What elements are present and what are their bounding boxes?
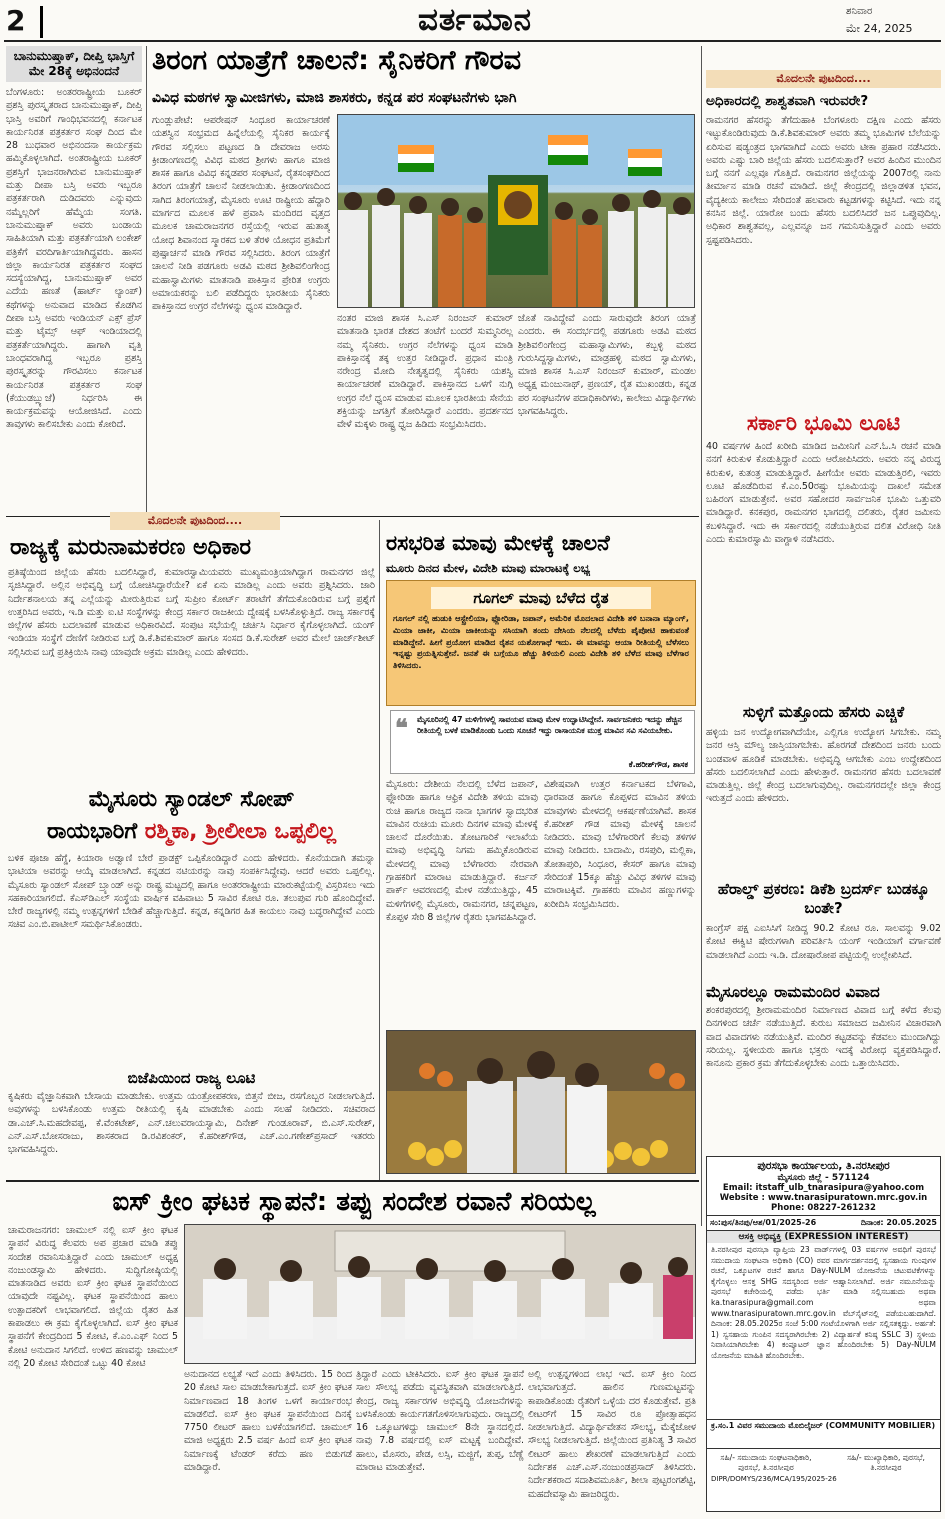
mango-col-1 (386, 778, 538, 1026)
mango-col-2-text: ವಿಶೇಷವಾಗಿ ಉತ್ತರ ಕರ್ನಾಟಕದ ಬೆಳಗಾವಿ, ಧಾರವಾಡ ಹಾಗೂ ಕೊಪ್ಪಳದ ಮಾವಿನ ತಳಿಯ ಮಾವುಗಳು ಮೇಳದಲ್ಲಿ ಆಕರ್ಷಣೆಯಾಗಿವೆ. ಶಾಸಕ ಕೆ.ಹರೀಶ್ ಗೌಡ ಮಾವು ಮೇಳಕ್ಕೆ ಚಾಲನೆ ನೀಡಿದರು. ಮಾವು ಬೆಳೆಗಾರರಿಗೆ ಕೆಲವು ತಳಿಗಳ ಮಾವು ನೀಡಿದರು. ಬಾದಾಮಿ, ರಸಪುರಿ, ಮಲ್ಲಿಕಾ, ತೋತಾಪುರಿ, ಸಿಂಧೂರ, ಕೇಸರ್ ಹಾಗೂ ಮಾವು ಸೇರಿದಂತೆ 15ಕ್ಕೂ ಹೆಚ್ಚು ವಿವಿಧ ತಳಿಗಳ ಮಾವು ಮಾರಾಟಕ್ಕಿವೆ. ಗ್ರಾಹಕರು ಮಾವಿನ ಹಣ್ಣುಗಳನ್ನು ಖರೀದಿಸಿ ಸಂಭ್ರಮಿಸಿದರು. (544, 779, 696, 910)
google-mango-text: ಗೂಗಲ್ ನಲ್ಲಿ ಹುಡುಕಿ ಆಸ್ಟ್ರೇಲಿಯಾ, ಫ್ಲೋರಿಡಾ, ಜಪಾನ್, ಅಮೆರಿಕ ಮೊದಲಾದ ವಿದೇಶಿ ತಳಿ ಬನಾನಾ ಮ್ಯಾಂಗ್, ಮಿಯಾ ಜಾಕೀ, ಮಿಯಾ ಜಾಕೀಯನ್ನು ಸಸಿಯಾಗಿ ತಂದು ದೇಸಿಯ ನೆಲದಲ್ಲಿ ಬೆಳೆದು ಪೈಪೋಟಿ ಹಾಕುವಂತೆ ಮಾಡಿದ್ದೇನೆ. ಹೀಗೆ ಪ್ರಯೋಗ ಮಾಡಿದ ರೈತನ ಯಶೋಗಾಥೆ ಇದು. ಈ ಮಾವನ್ನು ಆಯಾ ರೀತಿಯಲ್ಲಿ ಬೆಳೆಸಲು ಇನ್ನಷ್ಟು ಪ್ರಯತ್ನಿಸುತ್ತೇನೆ. ಜನತೆ ಈ ಬಗ್ಗೆಯೂ ಹೆಚ್ಚು ತಿಳಿಯಲಿ ಎಂದು ವಿದೇಶಿ ತಳಿ ಬೆಳೆದ ಮಾವು ಬೆಳೆಗಾರ ತಿಳಿಸಿದರು. (393, 613, 689, 671)
lead-col-1 (152, 114, 330, 514)
icecream-col-1 (8, 1224, 178, 1514)
soap-headline-b (8, 818, 375, 846)
right-top-headline: ಅಧಿಕಾರದಲ್ಲಿ ಶಾಶ್ವತವಾಗಿ ಇರುವರೇ? (706, 93, 869, 109)
mango-col-2 (544, 778, 696, 1026)
name-text: ಹಳ್ಳಿಯ ಜನ ಉದ್ಯೋಗವಾಗಿದೆಯೇ, ಎಲ್ಲಿಗೂ ಉದ್ಯೋಗ ಸಿಗಬೇಕು. ನಮ್ಮ ಜನರ ಆಸ್ತಿ ಮೌಲ್ಯ ಜಾಸ್ತಿಯಾಗಬೇಕು. ಹೊರಗಡೆ ದೇಶದಿಂದ ಜನರು ಬಂದು ಬಂಡವಾಳ ಹೂಡಿಕೆ ಮಾಡಬೇಕು. ಅಭಿವೃದ್ಧಿ ಆಗಬೇಕು ಎಂಬ ಉದ್ದೇಶದಿಂದ ಹೆಸರು ಬದಲಿಸಲಾಗಿದೆ ಎಂದು ಹೇಳುತ್ತಾರೆ. ರಾಮನಗರ ಹೆಸರು ಬದಲಾವಣೆ ಮಾಡುತ್ತಿಲ್ಲ. ಜಿಲ್ಲೆ ಕೇಂದ್ರ ಬದಲಾಗುವುದಿಲ್ಲ. ರಾಮನಗರದಲ್ಲೇ ಜಿಲ್ಲಾ ಕೇಂದ್ರ ಇರುತ್ತದೆ ಎಂದು ಹೇಳಿದರು. (706, 727, 941, 805)
google-mango-box (386, 580, 696, 706)
divider (701, 46, 702, 1226)
section-rule-2 (6, 1180, 699, 1182)
lead-subhead: ವಿವಿಧ ಮಠಗಳ ಸ್ವಾಮೀಜಿಗಳು, ಮಾಜಿ ಶಾಸಕರು, ಕನ್ನಡ ಪರ ಸಂಘಟನೆಗಳು ಭಾಗಿ (152, 90, 517, 106)
temple-body (706, 1004, 941, 1152)
lead-headline: ತಿರಂಗ ಯಾತ್ರೆಗೆ ಚಾಲನೆ: ಸೈನಿಕರಿಗೆ ಗೌರವ (152, 45, 522, 76)
page-number: 2 (6, 4, 26, 37)
land-headline: ಸರ್ಕಾರಿ ಭೂಮಿ ಲೂಟಿ (746, 411, 901, 435)
notice-email: Email: itstaff_ulb_tnarasipura@yahoo.com (722, 1183, 925, 1193)
name-headline: ಸುಳ್ಳಿಗೆ ಮತ್ತೊಂದು ಹೆಸರು ಎಚ್ಚಿಕೆ (742, 703, 905, 721)
soap-text: ಬಳಿಕ ಪೂಜಾ ಹೆಗ್ಡೆ, ಕಿಯಾರಾ ಅಡ್ವಾಣಿ ಬೇರೆ ಪ್ರಾಡಕ್ಟ್ ಒಪ್ಪಿಕೊಂಡಿದ್ದಾರೆ ಎಂದು ಹೇಳಿದರು. ಕೊನೆಯದಾಗಿ ತಮನ್ನಾ ಭಾಟಿಯಾ ಅವರನ್ನು ಆಯ್ಕೆ ಮಾಡಲಾಗಿದೆ. ಕನ್ನಡದ ನಟಿಯರನ್ನು ನಾವು ಸಂಪರ್ಕಿಸಿದ್ದೇವು. ಆದರೆ ಅವರು ಒಪ್ಪಲಿಲ್ಲ. ಮೈಸೂರು ಸ್ಯಾಂಡಲ್ ಸೋಪ್ ಬ್ರ್ಯಾಂಡ್ ಅನ್ನು ರಾಷ್ಟ್ರ ಮಟ್ಟದಲ್ಲಿ ಹಾಗೂ ಅಂತರರಾಷ್ಟ್ರೀಯ ಮಾರುಕಟ್ಟೆಯಲ್ಲಿ ವಿಸ್ತರಿಸಲು ಇದು ಸಹಕಾರಿಯಾಗಲಿದೆ. ಕೆಎಸ್‌ಡಿಎಲ್ ಸಂಸ್ಥೆಯ ವಾರ್ಷಿಕ ವಹಿವಾಟು 5 ಸಾವಿರ ಕೋಟಿ ರೂ. ತಲುಪುವ ಗುರಿ ಹೊಂದಿದ್ದೇವೆ. ಬೇರೆ ರಾಜ್ಯಗಳಲ್ಲಿ ನಮ್ಮ ಉತ್ಪನ್ನಗಳಿಗೆ ಬೇಡಿಕೆ ಹೆಚ್ಚಾಗುತ್ತಿದೆ. ಕನ್ನಡ, ಕನ್ನಡಿಗರ ಹಿತ ಕಾಯಲು ನಾವು ಬದ್ಧರಾಗಿದ್ದೇವೆ ಎಂದು ಸಚಿವ ಎಂ.ಬಿ.ಪಾಟೀಲ್ ಸಮರ್ಥಿಸಿಕೊಂಡರು. (8, 853, 375, 931)
lead-col-3 (518, 312, 696, 514)
mango-illustration (387, 1031, 696, 1174)
icecream-col-1-text: ಚಾಮರಾಜನಗರ: ಚಾಮುಲ್ ನಲ್ಲಿ ಐಸ್ ಕ್ರೀಂ ಘಟಕ ಸ್ಥಾಪನೆ ವಿರುದ್ಧ ಕೆಲವರು ಅಪ ಪ್ರಚಾರ ಮಾಡಿ ತಪ್ಪು ಸಂದೇಶ ರವಾನಿಸುತ್ತಿದ್ದಾರೆ ಎಂದು ಚಾಮುಲ್ ಅಧ್ಯಕ್ಷ ನಂಜುಂಡಸ್ವಾಮಿ ಹೇಳಿದರು. ಸುದ್ದಿಗೋಷ್ಠಿಯಲ್ಲಿ ಮಾತನಾಡಿದ ಅವರು ಐಸ್ ಕ್ರೀಂ ಘಟಕ ಸ್ಥಾಪನೆಯಿಂದ ಯಾವುದೇ ನಷ್ಟವಿಲ್ಲ. ಘಟಕ ಸ್ಥಾಪನೆಯಿಂದ ಹಾಲು ಉತ್ಪಾದಕರಿಗೆ ಲಾಭವಾಗಲಿದೆ. ಜಿಲ್ಲೆಯ ರೈತರ ಹಿತ ಕಾಪಾಡಲು ಈ ಕ್ರಮ ಕೈಗೊಳ್ಳಲಾಗಿದೆ. ಐಸ್ ಕ್ರೀಂ ಘಟಕ ಸ್ಥಾಪನೆಗೆ ಕೇಂದ್ರದಿಂದ 5 ಕೋಟಿ, ಕೆ.ಎಂ.ಎಫ್ ನಿಂದ 5 ಕೋಟಿ ಅನುದಾನ ಸಿಗಲಿದೆ. ಉಳಿದ ಹಣವನ್ನು ಚಾಮುಲ್ ನಲ್ಲಿ 20 ಕೋಟಿ ಸೇರಿದಂತೆ ಒಟ್ಟು 40 ಕೋಟಿ (8, 1225, 178, 1369)
masthead-rule (4, 40, 941, 42)
page-number-divider (40, 6, 43, 38)
divider (379, 520, 380, 1180)
left-brief-body: ಬೆಂಗಳೂರು: ಅಂತರರಾಷ್ಟ್ರೀಯ ಬೂಕರ್ ಪ್ರಶಸ್ತಿ ಪುರಸ್ಕೃತರಾದ ಬಾನುಮುಷ್ತಾಕ್, ದೀಪ್ತಿ ಭಾಸ್ತಿ ಅವರಿಗೆ ಗಾಂಧಿಭವನದಲ್ಲಿ ಕರ್ನಾಟಕ ಕಾರ್ಯನಿರತ ಪತ್ರಕರ್ತರ ಸಂಘ ದಿಂದ ಮೇ 28 ಬುಧವಾರ ಅಭಿನಂದನಾ ಕಾರ್ಯಕ್ರಮ ಹಮ್ಮಿಕೊಳ್ಳಲಾಗಿದೆ. ಅಂತರಾಷ್ಟ್ರೀಯ ಬೂಕರ್ ಪ್ರಶಸ್ತಿಗೆ ಭಾಜನರಾಗಿರುವ ಬಾನುಮುಷ್ತಾಕ್ ಮತ್ತು ದೀಪಾ ಬಸ್ತಿ ಅವರು ಇಬ್ಬರೂ ಪತ್ರಕರ್ತರಾಗಿ ದುಡಿದವರು ಎನ್ನುವುದು ನಮ್ಮೆಲ್ಲರಿಗೆ ಹೆಮ್ಮೆಯ ಸಂಗತಿ. ಬಾನುಮುಷ್ತಾಕ್ ಅವರು ಬಂಡಾಯ ಸಾಹಿತಿಯಾಗಿ ಮತ್ತು ಪತ್ರಕರ್ತೆಯಾಗಿ ಲಂಕೇಶ್ ಪತ್ರಿಕೆಗೆ ವರದಿಗಾರ್ತಿಯಾಗಿದ್ದವರು. ಹಾಸನ ಜಿಲ್ಲಾ ಕಾರ್ಯನಿರತ ಪತ್ರಕರ್ತರ ಸಂಘದ ಸದಸ್ಯೆಯಾಗಿದ್ದ, ಬಾನುಮುಷ್ತಾಕ್ ಅವರ ಎದೆಯ ಹಣತೆ (ಹಾರ್ಟ್ ಲ್ಯಾಂಪ್) ಕಥೆಗಳನ್ನು ಅನುವಾದ ಮಾಡಿದ ಕೊಡಗಿನ ದೀಪಾ ಬಸ್ತಿ ಅವರು ಇಂಡಿಯನ್ ಎಕ್ಸ್ ಪ್ರೆಸ್ ಮತ್ತು ಟೈಮ್ಸ್ ಆಫ್ ಇಂಡಿಯಾದಲ್ಲಿ ಪತ್ರಕರ್ತೆಯಾಗಿದ್ದರು. ಹಾಗಾಗಿ ವೃತ್ತಿ ಬಾಂಧವರಾಗಿದ್ದ ಇಬ್ಬರೂ ಪ್ರಶಸ್ತಿ ಪುರಸ್ಕೃತರನ್ನು ಗೌರವಿಸಲು ಕರ್ನಾಟಕ ಕಾರ್ಯನಿರತ ಪತ್ರಕರ್ತರ ಸಂಘ (ಕೆಯುಡಬ್ಲ್ಯುಜೆ) ನಿರ್ಧರಿಸಿ ಈ ಕಾರ್ಯಕ್ರಮವನ್ನು ಆಯೋಜಿಸಿದೆ. ಎಂದು ತಾವುಗಳು ಕಾಲಿಸಬೇಕು ಎಂದು ಕೋರಿದೆ. (6, 87, 142, 431)
icecream-headline: ಐಸ್ ಕ್ರೀಂ ಘಟಕ ಸ್ಥಾಪನೆ: ತಪ್ಪು ಸಂದೇಶ ರವಾನೆ ಸರಿಯಲ್ಲ (112, 1187, 596, 1217)
herald-text: ಕಾಂಗ್ರೆಸ್ ಪಕ್ಷ ಎಐಸಿಸಿಗೆ ನೀಡಿದ್ದ 90.2 ಕೋಟಿ ರೂ. ಸಾಲವನ್ನು 9.02 ಕೋಟಿ ಈಕ್ವಿಟಿ ಷೇರುಗಳಾಗಿ ಪರಿವರ್ತಿಸಿ ಯಂಗ್ ಇಂಡಿಯಾಗೆ ವರ್ಗಾವಣೆ ಮಾಡಲಾಗಿದೆ ಎಂದು ಇ.ಡಿ. ದೋಷಾರೋಪ ಪಟ್ಟಿಯಲ್ಲಿ ಉಲ್ಲೇಖಿಸಿದೆ. (706, 923, 941, 961)
notice-website: Website : www.tnarasipuratown.mrc.gov.in (719, 1193, 928, 1203)
bjp-headline: ಬಿಜೆಪಿಯಿಂದ ರಾಜ್ಯ ಲೂಟಿ (127, 1069, 256, 1087)
tiranga-rally-photo (337, 114, 695, 308)
right-top-text: ರಾಮನಗರ ಹೆಸರನ್ನು ತೆಗೆದುಹಾಕಿ ಬೆಂಗಳೂರು ದಕ್ಷಿಣ ಎಂದು ಹೆಸರು ಇಟ್ಟುಕೊಂಡಿರುವುದು ಡಿ.ಕೆ.ಶಿವಕುಮಾರ್ ಅವರು ತಮ್ಮ ಭೂಮಿಗಳ ಬೆಲೆಯನ್ನು ಏರಿಸುವ ಷಡ್ಯಂತ್ರದ ಭಾಗವಾಗಿದೆ ಎಂದು ಅವರು ಟೀಕಾ ಪ್ರಹಾರ ನಡೆಸಿದರು. ಅವರು ಎಷ್ಟು ಬಾರಿ ಜಿಲ್ಲೆಯ ಹೆಸರು ಬದಲಿಸುತ್ತಾರೆ? ಅವರ ಹಿಂದಿನ ಮುಂದಿನ ಬಗ್ಗೆ ನನಗೆ ಎಲ್ಲವೂ ಗೊತ್ತಿದೆ. ರಾಮನಗರ ಜಿಲ್ಲೆಯನ್ನು 2007ರಲ್ಲಿ ನಾನು ತೀರ್ಮಾನ ಮಾಡಿ ರಚನೆ ಮಾಡಿದೆ. ಜಿಲ್ಲೆ ಕೇಂದ್ರದಲ್ಲಿ ಜಿಲ್ಲಾಡಳಿತ ಭವನ, ವೈದ್ಯಕೀಯ ಕಾಲೇಜು ಸೇರಿದಂತೆ ಹಲವಾರು ಕಟ್ಟಡಗಳನ್ನು ಕಟ್ಟಿಸಿದೆ. ಇದು ನನ್ನ ಕನಸಿನ ಜಿಲ್ಲೆ. ಯಾರೋ ಬಂದು ಹೆಸರು ಬದಲಿಸಿದರೆ ಜನ ಒಪ್ಪುವುದಿಲ್ಲ. ಅಧಿಕಾರ ಶಾಶ್ವತವಲ್ಲ, ಎಲ್ಲವನ್ನೂ ಜನ ಗಮನಿಸುತ್ತಿದ್ದಾರೆ ಎಂದು ಅವರು ಸ್ಪಷ್ಟಪಡಿಸಿದರು. (706, 115, 941, 246)
rename-text: ಪ್ರತಿಷ್ಠೆಯಿಂದ ಜಿಲ್ಲೆಯ ಹೆಸರು ಬದಲಿಸಿದ್ದಾರೆ, ಕುಮಾರಸ್ವಾಮಿಯವರು ಮುಖ್ಯಮಂತ್ರಿಯಾಗಿದ್ದಾಗ ರಾಮನಗರ ಜಿಲ್ಲೆ ಸೃಜಿಸಿದ್ದಾರೆ. ಅಲ್ಲಿನ ಅಭಿವೃದ್ಧಿ ಬಗ್ಗೆ ಯೋಚಿಸಿದ್ದಾರೆಯೇ? ಏಕೆ ಏನು ಮಾಡಿಲ್ಲ ಎಂದು ಅವರು ಪ್ರಶ್ನಿಸಿದರು. ಜಾರಿ ನಿರ್ದೇಶನಾಲಯ ತನ್ನ ಎಲ್ಲೆಯನ್ನು ಮೀರುತ್ತಿರುವ ಬಗ್ಗೆ ಸುಪ್ರೀಂ ಕೋರ್ಟ್ ತರಾಟೆಗೆ ತೆಗೆದುಕೊಂಡಿರುವ ಬಗ್ಗೆ ಪ್ರಶ್ನೆಗೆ ಉತ್ತರಿಸಿದ ಅವರು, ಇ.ಡಿ ಮತ್ತು ಐ.ಟಿ ಸಂಸ್ಥೆಗಳನ್ನು ಕೇಂದ್ರ ಸರ್ಕಾರ ರಾಜಕೀಯ ದ್ವೇಷಕ್ಕೆ ಬಳಸಿಕೊಳ್ಳುತ್ತಿದೆ. ರಾಜ್ಯ ಸರ್ಕಾರಕ್ಕೆ ಜಿಲ್ಲೆಗಳ ಹೆಸರು ಬದಲಾವಣೆ ಮಾಡುವ ಅಧಿಕಾರವಿದೆ. ಸಂಪುಟ ಸಭೆಯಲ್ಲಿ ಚರ್ಚಿಸಿ ನಿರ್ಧಾರ ಕೈಗೊಳ್ಳಲಾಗಿದೆ. ಯಂಗ್ ಇಂಡಿಯಾ ಸಂಸ್ಥೆಗೆ ದೇಣಿಗೆ ನೀಡಿರುವ ಬಗ್ಗೆ ಡಿ.ಕೆ.ಶಿವಕುಮಾರ್ ಹಾಗೂ ಸಂಸದ ಡಿ.ಕೆ.ಸುರೇಶ್ ಅವರ ಮೇಲೆ ಚಾರ್ಜ್‌ಶೀಟ್ ಸಲ್ಲಿಸಿರುವ ಬಗ್ಗೆ ಪ್ರತಿಕ್ರಿಯಿಸಿ ನಾವು ಯಾವುದೇ ಅಕ್ರಮ ಮಾಡಿಲ್ಲ ಎಂದು ಹೇಳಿದರು. (8, 567, 375, 658)
notice-ref-row (707, 1216, 940, 1231)
temple-headline: ಮೈಸೂರಲ್ಲೂ ರಾಮಮಂದಿರ ವಿವಾದ (706, 983, 880, 1001)
left-brief (6, 46, 142, 514)
mango-fair-photo (386, 1030, 696, 1174)
land-body (706, 440, 941, 698)
icecream-col-2 (184, 1368, 352, 1514)
soap-headline-b-text: ರಾಯಭಾರಿಗೆ (46, 819, 145, 844)
masthead-title: ವರ್ತಮಾನ (417, 2, 533, 38)
lead-col-3-text: ಜೊತೆ ನಾವಿದ್ದೇವೆ ಎಂದು ಸಾರುವುದೇ ತಿರಂಗ ಯಾತ್ರೆ ಎಂದರು. ಈ ಸಂದರ್ಭದಲ್ಲಿ ಪಡಗೂರು ಅಡವಿ ಮಠದ ಶ್ರೀಶಿವಲಿಂಗೇಂದ್ರ ಮಹಾಸ್ವಾಮಿಗಳು, ಕಬ್ಬಳ್ಳಿ ಮಠದ ಗುರುಸಿದ್ದಸ್ವಾಮಿಗಳು, ಮಾಡ್ರಹಳ್ಳಿ ಮಠದ ಸ್ವಾಮಿಗಳು, ಮಾಜಿ ಶಾಸಕ ಸಿ.ಎಸ್ ನಿರಂಜನ್ ಕುಮಾರ್, ಮಂಡಲ ಅಧ್ಯಕ್ಷ ಮಂಜುನಾಥ್, ಪ್ರಣಯ್, ರೈತ ಮುಖಂಡರು, ಕನ್ನಡ ಪರ ಸಂಘಟನೆಗಳ ಪದಾಧಿಕಾರಿಗಳು, ಕಾಲೇಜು ವಿದ್ಯಾರ್ಥಿಗಳು ಭಾಗವಹಿಸಿದ್ದರು. (518, 313, 696, 418)
press-meet-photo (184, 1224, 696, 1364)
municipal-notice (706, 1156, 941, 1512)
herald-body (706, 922, 941, 978)
notice-phone: Phone: 08227-261232 (707, 1203, 940, 1216)
icecream-col-2-text: ಅನುದಾನದ ಲಭ್ಯತೆ ಇದೆ ಎಂದು ತಿಳಿಸಿದರು. 15 ರಿಂದ 20 ಕೋಟಿ ಸಾಲ ಮಾಡಬೇಕಾಗುತ್ತದೆ. ಐಸ್ ಕ್ರೀಂ ಘಟಕ ನಿರ್ಮಾಣವಾದ 18 ತಿಂಗಳ ಒಳಗೆ ಕಾರ್ಯಾರಂಭ ಮಾಡಲಿದೆ. ಐಸ್ ಕ್ರೀಂ ಘಟಕ ಸ್ಥಾಪನೆಯಿಂದ ದಿನಕ್ಕೆ 7750 ಲೀಟರ್ ಹಾಲು ಬಳಕೆಯಾಗಲಿದೆ. ಚಾಮುಲ್ ಮಾಜಿ ಅಧ್ಯಕ್ಷರು 2.5 ವರ್ಷ ಹಿಂದೆ ಐಸ್ ಕ್ರೀಂ ಘಟಕ ನಿರ್ಮಾಣಕ್ಕೆ ಟೆಂಡರ್ ಕರೆದು ಹಣ ಬಿಡುಗಡೆ ಮಾಡಿದ್ದಾರೆ. (184, 1369, 352, 1474)
masthead-date: ಮೇ 24, 2025 (846, 22, 913, 35)
bjp-text: ಕೃಷಿಕರು ವೈಜ್ಞಾನಿಕವಾಗಿ ಬೇಸಾಯ ಮಾಡಬೇಕು. ಉತ್ತಮ ಯಂತ್ರೋಪಕರಣ, ಬಿತ್ತನೆ ಬೀಜ, ರಸಗೊಬ್ಬರ ನೀಡಲಾಗುತ್ತಿದೆ. ಅವುಗಳನ್ನು ಬಳಸಿಕೊಂಡು ಉತ್ತಮ ರೀತಿಯಲ್ಲಿ ಕೃಷಿ ಮಾಡಬೇಕು ಎಂದು ಸಲಹೆ ನೀಡಿದರು. ಸಚಿವರಾದ ಡಾ.ಎಚ್.ಸಿ.ಮಹದೇವಪ್ಪ, ಕೆ.ವೆಂಕಟೇಶ್, ಎನ್.ಚಲುವರಾಯಸ್ವಾಮಿ, ದಿನೇಶ್ ಗುಂಡೂರಾವ್, ಬಿ.ಎಸ್.ಸುರೇಶ್, ಎನ್.ಎಸ್.ಬೋಸರಾಜು, ಶಾಸಕರಾದ ಡಿ.ರವಿಶಂಕರ್, ಕೆ.ಹರೀಶ್‌ಗೌಡ, ಎಚ್.ಎಂ.ಗಣೇಶ್‌ಪ್ರಸಾದ್ ಇತರರು ಭಾಗವಹಿಸಿದ್ದರು. (8, 1091, 375, 1156)
lead-col-1-text: ಗುಂಡ್ಲುಪೇಟೆ: ಆಪರೇಷನ್ ಸಿಂಧೂರ ಕಾರ್ಯಾಚರಣೆ ಯಶಸ್ವಿನ ಸಂಭ್ರಮದ ಹಿನ್ನೆಲೆಯಲ್ಲಿ ಸೈನಿಕರ ಕಾರ್ಯಕ್ಕೆ ಗೌರವ ಸಲ್ಲಿಸಲು ಪಟ್ಟಣದ ಡಿ ದೇವರಾಜ ಅರಸು ಕ್ರೀಡಾಂಗಣದಲ್ಲಿ ವಿವಿಧ ಮಠದ ಶ್ರೀಗಳು ಹಾಗೂ ಮಾಜಿ ಶಾಸಕ ಹಾಗೂ ವಿವಿಧ ಕನ್ನಡಪರ ಸಂಘಟನೆ, ರೈತಸಂಘದಿಂದ ತಿರಂಗ ಯಾತ್ರೆಗೆ ಚಾಲನೆ ನೀಡಲಾಯಿತು. ಕ್ರೀಡಾಂಗಣದಿಂದ ಸಾಗಿದ ತಿರಂಗಯಾತ್ರೆ, ಮೈಸೂರು ಊಟಿ ರಾಷ್ಟ್ರೀಯ ಹೆದ್ದಾರಿ ಮಾರ್ಗದ ಮೂಲಕ ಹಳೆ ಪ್ರವಾಸಿ ಮಂದಿರದ ವೃತ್ತದ ಮೂಲಕ ಚಾಮರಾಜನಗರ ರಸ್ತೆಯಲ್ಲಿ ಇರುವ ಹುತಾತ್ಮ ಯೋಧ ಶಿವಾನಂದ ಸ್ಮಾರಕದ ಬಳಿ ತೆರಳಿ ಯೋಧನ ಪ್ರತಿಮೆಗೆ ಪುಷ್ಪಾರ್ಚನೆ ಮಾಡಿ ಗೌರವ ಸಲ್ಲಿಸಿದರು. ತಿರಂಗ ಯಾತ್ರೆಗೆ ಚಾಲನೆ ನೀಡಿ ಪಡಗೂರು ಅಡವಿ ಮಠದ ಶ್ರೀಶಿವಲಿಂಗೇಂದ್ರ ಮಹಾಸ್ವಾಮಿಗಳು ಮಾತನಾಡಿ ಪಾಕಿಸ್ತಾನ ಪ್ರೇರಿತ ಉಗ್ರರು ಅಮಾಯಕರನ್ನು ಬಲಿ ಪಡೆದಿದ್ದರು ಭಾರತೀಯ ಸೈನಿಕರು ಪಾಕಿಸ್ತಾನದ ಉಗ್ರರ ನೆಲೆಗಳನ್ನು ಧ್ವಂಸ ಮಾಡಿದ್ದಾರೆ. (152, 115, 330, 313)
icecream-col-3 (356, 1368, 524, 1514)
mango-headline: ರಸಭರಿತ ಮಾವು ಮೇಳಕ್ಕೆ ಚಾಲನೆ (386, 531, 610, 555)
mango-subhead: ಮೂರು ದಿನದ ಮೇಳ, ವಿದೇಶಿ ಮಾವು ಮಾರಾಟಕ್ಕೆ ಲಭ್ಯ (386, 561, 591, 575)
right-top-body (706, 114, 941, 404)
icecream-col-4 (528, 1368, 696, 1514)
notice-title: ಆಸಕ್ತಿ ಅಭಿವ್ಯಕ್ತಿ (EXPRESSION INTEREST) (707, 1231, 940, 1243)
quote-author: ಕೆ.ಹರೀಶ್‌ಗೌಡ, ಶಾಸಕ (628, 760, 688, 769)
quote-text: ಮೈಸೂರಿನಲ್ಲಿ 47 ಮಳಿಗೆಗಳಲ್ಲಿ ಸಾವಯವ ಮಾವು ಮೇಳ ಉದ್ಘಾಟಿಸಿದ್ದೇನೆ. ಸಾರ್ವಜನಿಕರು ಇದನ್ನು ಹೆಚ್ಚಿನ ರೀತಿಯಲ್ಲಿ ಬಳಕೆ ಮಾಡಿಕೊಂಡು ಒಂದು ಸೂಚನೆ ಇದ್ದು ರಾಸಾಯನಿಕ ಮುಕ್ತ ಮಾವಿನ ಸವಿ ಸವಿಯಬೇಕು. (417, 715, 682, 735)
notice-ref: ಸಂ:ಪುಸ/ತಿನಪು/ಆಶ/01/2025-26 (710, 1218, 817, 1227)
soap-body (8, 852, 375, 1066)
masthead-day: ಶನಿವಾರ (846, 6, 873, 17)
quote-icon: ❝ (395, 713, 408, 742)
bjp-body (8, 1090, 375, 1176)
icecream-col-3-text: ತ್ರಿದ್ದಾರೆ ಎಂದು ಟೀಕಿಸಿದರು. ಐಸ್ ಕ್ರೀಂ ಘಟಕ ಸ್ಥಾಪನೆ ಸಾಲ ಸೌಲಭ್ಯ ಪಡೆದು ವ್ಯವಸ್ಥಿತವಾಗಿ ಮಾಡಲಾಗುತ್ತಿದೆ. ಕೇಂದ್ರ, ರಾಜ್ಯ ಸರ್ಕಾರಗಳ ಅಭಿವೃದ್ಧಿ ಯೋಜನೆಗಳನ್ನು ಬಳಸಿಕೊಂಡು ಕಾರ್ಯಗತಗೊಳಿಸಲಾಗುವುದು. ರಾಜ್ಯದಲ್ಲಿ 16 ಒಕ್ಕೂಟಗಳಿದ್ದು ಚಾಮುಲ್ 8ನೇ ಸ್ಥಾನದಲ್ಲಿದೆ. ನಾವು 7.8 ವರ್ಷದಲ್ಲಿ ಐಸ್ ಮಟ್ಟಕ್ಕೆ ಬಂದಿದ್ದೇವೆ. ಹಾಲು, ಮೊಸರು, ಪೇಡ, ಲಸ್ಸಿ, ಮಜ್ಜಿಗೆ, ತುಪ್ಪ, ಬೆಣ್ಣೆ ಮಾರಾಟ ಮಾಡುತ್ತೇವೆ. (356, 1369, 524, 1474)
notice-sign-left: ಸಹಿ/- ಸಮುದಾಯ ಸಂಘಟನಾಧಿಕಾರಿ, ಪುರಸಭೆ, ತಿ.ನರಸೀಪುರ (720, 1453, 812, 1472)
mango-col-1-text: ಮೈಸೂರು: ದೇಶೀಯ ನೆಲದಲ್ಲಿ ಬೆಳೆದ ಜಪಾನ್, ಫ್ಲೋರಿಡಾ ಹಾಗೂ ಆಫ್ರಿಕ ವಿದೇಶಿ ತಳಿಯ ಮಾವು ರುಚಿ ಹಾಗೂ ರಾಜ್ಯದ ನಾನಾ ಭಾಗಗಳ ಸ್ವಾದಭರಿತ ಮಾವಿನ ರುಚಿಯ ಮೂರು ದಿನಗಳ ಮಾವು ಮೇಳಕ್ಕೆ ಚಾಲನೆ ದೊರೆಯಿತು. ತೋಟಗಾರಿಕೆ ಇಲಾಖೆಯ ಮಾವು ಅಭಿವೃದ್ಧಿ ನಿಗಮ ಹಮ್ಮಿಕೊಂಡಿರುವ ಮೇಳದಲ್ಲಿ ಮಾವು ಬೆಳೆಗಾರರು ನೇರವಾಗಿ ಗ್ರಾಹಕರಿಗೆ ಮಾರಾಟ ಮಾಡುತ್ತಿದ್ದಾರೆ. ಕರ್ಜನ್ ಪಾರ್ಕ್ ಆವರಣದಲ್ಲಿ ಮೇಳ ನಡೆಯುತ್ತಿದ್ದು, 45 ಮಳಿಗೆಗಳಲ್ಲಿ ಮೈಸೂರು, ರಾಮನಗರ, ಚನ್ನಪಟ್ಟಣ, ಕೊಪ್ಪಳ ಸೇರಿ 8 ಜಿಲ್ಲೆಗಳ ರೈತರು ಭಾಗವಹಿಸಿದ್ದಾರೆ. (386, 779, 538, 923)
name-body (706, 726, 941, 876)
continued-tag: ಮೊದಲನೇ ಪುಟದಿಂದ.... (706, 70, 941, 88)
press-meet-illustration (185, 1225, 696, 1364)
soap-headline-a: ಮೈಸೂರು ಸ್ಯಾಂಡಲ್ ಸೋಪ್ (88, 787, 295, 812)
icecream-col-4-text: ಅಲ್ಲಿ ಉತ್ಪನ್ನಗಳಿಂದ ಲಾಭ ಇದೆ. ಐಸ್ ಕ್ರೀಂ ನಿಂದ ಲಾಭವಾಗುತ್ತದೆ. ಹಾಲಿನ ಗುಣಮಟ್ಟವನ್ನು ಕಾಪಾಡಿಕೊಂಡು ರೈತರಿಗೆ ಒಳ್ಳೆಯ ದರ ಕೊಡುತ್ತೇವೆ. ಪ್ರತಿ ಲೀಟರ್‌ಗೆ 15 ಸಾವಿರ ರೂ ಪ್ರೋತ್ಸಾಹಧನ ನೀಡಲಾಗುತ್ತಿದೆ. ವಿದ್ಯಾರ್ಥಿವೇತನ ಸೌಲಭ್ಯ, ಮೆಕ್ಕೆಜೋಳ ಸೌಲಭ್ಯ ನೀಡಲಾಗುತ್ತಿದೆ. ಜಿಲ್ಲೆಯಿಂದ ಪ್ರತಿನಿತ್ಯ 3 ಸಾವಿರ ಲೀಟರ್ ಹಾಲು ಶೇಖರಣೆ ಮಾಡಲಾಗುತ್ತಿದೆ ಎಂದು ನಿರ್ದೇಶಕ ಎಚ್.ಎಸ್.ನಂಜುಂಡಪ್ರಸಾದ್ ತಿಳಿಸಿದರು. ನಿರ್ದೇಶಕರಾದ ಸದಾಶಿವಮೂರ್ತಿ, ಶೀಲಾ ಪುಟ್ಟರಂಗಶೆಟ್ಟಿ, ಮಹದೇವಸ್ವಾಮಿ ಹಾಜರಿದ್ದರು. (528, 1369, 696, 1500)
temple-text: ಶಂಕರಪುರದಲ್ಲಿ ಶ್ರೀರಾಮಮಂದಿರ ನಿರ್ಮಾಣದ ವಿವಾದ ಬಗ್ಗೆ ಕಳೆದ ಕೆಲವು ದಿನಗಳಿಂದ ಚರ್ಚೆ ನಡೆಯುತ್ತಿದೆ. ಕುರುಬ ಸಮಾಜದ ಜಮೀನಿನ ವಿಚಾರವಾಗಿ ವಾದ ವಿವಾದಗಳು ನಡೆಯುತ್ತಿವೆ. ಮಂದಿರ ಕಟ್ಟಡವನ್ನು ಕೆಡವಲು ಮುಂದಾಗಿದ್ದು ಸರಿಯಲ್ಲ. ಸ್ಥಳೀಯರು ಹಾಗೂ ಭಕ್ತರು ಇದಕ್ಕೆ ವಿರೋಧ ವ್ಯಕ್ತಪಡಿಸಿದ್ದಾರೆ. ಕಾನೂನು ಪ್ರಕಾರ ಕ್ರಮ ತೆಗೆದುಕೊಳ್ಳಬೇಕು ಎಂದು ಒತ್ತಾಯಿಸಿದರು. (706, 1005, 941, 1070)
rename-body (8, 566, 375, 780)
notice-dipr: DIPR/DOMYS/236/MCA/195/2025-26 (711, 1475, 837, 1483)
mla-quote-box (390, 710, 695, 774)
continued-tag-2: ಮೊದಲನೇ ಪುಟದಿಂದ.... (110, 512, 280, 530)
land-text: 40 ವರ್ಷಗಳ ಹಿಂದೆ ಖರೀದಿ ಮಾಡಿದ ಜಮೀನಿಗೆ ಎನ್.ಓ.ಸಿ ರಚನೆ ಮಾಡಿ ನನಗೆ ಕಿರುಕುಳ ಕೊಡುತ್ತಿದ್ದಾರೆ ಎಂದು ಆರೋಪಿಸಿದರು. ಅವರು ನನ್ನ ವಿರುದ್ಧ ಕಿರುಕುಳ, ಕುತಂತ್ರ ಮಾಡುತ್ತಿದ್ದಾರೆ. ಹೀಗೆಯೇ ಅವರು ಮಾಡುತ್ತಿರಲಿ, ಇವರು ಲೂಟಿ ಹೊಡೆದಿರುವ ಕೆ.ಎಂ.50ರಷ್ಟು ಭೂಮಿಯನ್ನು ದಾಖಲೆ ಸಮೇತ ಬಹಿರಂಗ ಮಾಡುತ್ತೇನೆ. ಅವರ ಸಹೋದರ ಸಾರ್ವಜನಿಕ ಭೂಮಿ ಒತ್ತುವರಿ ಮಾಡಿದ್ದಾರೆ. ಕನಕಪುರ, ರಾಮನಗರ ಭಾಗದಲ್ಲಿ ದಲಿತರು, ರೈತರ ಜಮೀನು ಕಬಳಿಸಿದ್ದಾರೆ. ಇದು ಈ ಸರ್ಕಾರದಲ್ಲಿ ನಡೆಯುತ್ತಿರುವ ದಲಿತ ವಿರೋಧಿ ನೀತಿ ಎಂದು ಕುಮಾರಸ್ವಾಮಿ ವಾಗ್ದಾಳಿ ನಡೆಸಿದರು. (706, 441, 941, 546)
divider (146, 46, 147, 516)
notice-date: ದಿನಾಂಕ: 20.05.2025 (860, 1218, 937, 1227)
crowd-illustration (338, 115, 695, 308)
notice-office: ಪುರಸಭಾ ಕಾರ್ಯಾಲಯ, ತಿ.ನರಸೀಪುರ (757, 1160, 890, 1172)
notice-position: ಕ್ರ.ಸಂ.1 ವಿವರ ಸಮುದಾಯ ಮೊಬಿಲೈಜರ್ (COMMUNITY MOBILIER) (707, 1419, 940, 1432)
left-brief-headline: ಬಾನುಮುಷ್ತಾಕ್, ದೀಪ್ತಿ ಭಾಸ್ತಿಗೆ ಮೇ 28ಕ್ಕೆ ಅಭಿನಂದನೆ (6, 46, 142, 82)
lead-col-2-text: ನಂತರ ಮಾಜಿ ಶಾಸಕ ಸಿ.ಎಸ್ ನಿರಂಜನ್ ಕುಮಾರ್ ಮಾತನಾಡಿ ಭಾರತ ದೇಶದ ತಂಟೆಗೆ ಬಂದರೆ ಸುಮ್ಮನಿರಲ್ಲ ನಮ್ಮ ಸೈನಿಕರು. ಉಗ್ರರ ನೆಲೆಗಳನ್ನು ಧ್ವಂಸ ಮಾಡಿ ಪಾಕಿಸ್ತಾನಕ್ಕೆ ತಕ್ಕ ಉತ್ತರ ನೀಡಿದ್ದಾರೆ. ಪ್ರಧಾನ ಮಂತ್ರಿ ನರೇಂದ್ರ ಮೋದಿ ನೇತೃತ್ವದಲ್ಲಿ ಸೈನಿಕರು ಯಶಸ್ವಿ ಕಾರ್ಯಾಚರಣೆ ಮಾಡಿದ್ದಾರೆ. ಪಾಕಿಸ್ತಾನದ ಒಳಗೆ ನುಗ್ಗಿ ಉಗ್ರರ ನೆಲೆ ಧ್ವಂಸ ಮಾಡುವ ಮೂಲಕ ಭಾರತೀಯ ಸೇನೆಯ ಶಕ್ತಿಯನ್ನು ಜಗತ್ತಿಗೆ ತೋರಿಸಿದ್ದಾರೆ ಎಂದರು. ಪ್ರದರ್ಶನದ ವೇಳೆ ಮಕ್ಕಳು ರಾಷ್ಟ್ರ ಧ್ವಜ ಹಿಡಿದು ಸಂಭ್ರಮಿಸಿದರು. (337, 313, 513, 431)
notice-body: ತಿ.ನರಸೀಪುರ ಪುರಸಭಾ ವ್ಯಾಪ್ತಿಯ 23 ವಾರ್ಡ್‌ಗಳಲ್ಲಿ 03 ವರ್ಷಗಳ ಅವಧಿಗೆ ಪುರಸಭೆ ಸಮುದಾಯ ಸಂಘಟನಾ ಅಧಿಕಾರಿ (CO) ರವರ ಮಾರ್ಗದರ್ಶನದಲ್ಲಿ ಸ್ವಸಹಾಯ ಗುಂಪುಗಳ ರಚನೆ, ಒಕ್ಕೂಟಗಳ ರಚನೆ ಹಾಗೂ Day-NULM ಯೋಜನೆಯ ಚಟುವಟಿಕೆಗಳನ್ನು ಕೈಗೊಳ್ಳಲು ಆಸಕ್ತ SHG ಸದಸ್ಯರಿಂದ ಅರ್ಜಿ ಆಹ್ವಾನಿಸಲಾಗಿದೆ. ಅರ್ಜಿ ನಮೂನೆಯನ್ನು ಪುರಸಭೆ ಕಚೇರಿಯಲ್ಲಿ ಪಡೆದು ಭರ್ತಿ ಮಾಡಿ ಸಲ್ಲಿಸಬಹುದು ಅಥವಾ ka.tnarasipura@gmail.com ಅಥವಾ www.tnarasipuratown.mrc.gov.in ವೆಬ್‌ಸೈಟ್‌ನಲ್ಲಿ ಪಡೆಯಬಹುದಾಗಿದೆ. ದಿನಾಂಕ: 28.05.2025ರ ಸಂಜೆ 5:00 ಗಂಟೆಯೊಳಗಾಗಿ ಅರ್ಜಿ ಸಲ್ಲಿಸತಕ್ಕದ್ದು. ಅರ್ಹತೆ: 1) ಸ್ವಸಹಾಯ ಗುಂಪಿನ ಸದಸ್ಯರಾಗಿರಬೇಕು 2) ವಿದ್ಯಾರ್ಹತೆ ಕನಿಷ್ಠ SSLC 3) ಸ್ಥಳೀಯ ನಿವಾಸಿಯಾಗಿರಬೇಕು 4) ಕಂಪ್ಯೂಟರ್ ಜ್ಞಾನ ಹೊಂದಿರಬೇಕು 5) Day-NULM ಯೋಜನೆಯ ಮಾಹಿತಿ ಹೊಂದಿರಬೇಕು. (711, 1245, 936, 1360)
notice-district: ಮೈಸೂರು ಜಿಲ್ಲೆ - 571124 (777, 1173, 870, 1183)
herald-headline: ಹೆರಾಲ್ಡ್ ಪ್ರಕರಣ: ಡಿಕೆಶಿ ಬ್ರದರ್ಸ್ ಬುಡಕ್ಕೂ ಬಂತೇ? (717, 880, 930, 917)
soap-headline-c: ರಶ್ಮಿಕಾ, ಶ್ರೀಲೀಲಾ ಒಪ್ಪಲಿಲ್ಲ (144, 819, 337, 844)
notice-sign-right: ಸಹಿ/- ಮುಖ್ಯಾಧಿಕಾರಿ, ಪುರಸಭೆ, ತಿ.ನರಸೀಪುರ (847, 1453, 925, 1472)
rename-headline: ರಾಜ್ಯಕ್ಕೆ ಮರುನಾಮಕರಣ ಅಧಿಕಾರ (10, 535, 252, 560)
notice-signatures (707, 1448, 940, 1473)
google-mango-title: ಗೂಗಲ್ ಮಾವು ಬೆಳೆದ ರೈತ (431, 587, 651, 609)
lead-col-2 (337, 312, 513, 514)
